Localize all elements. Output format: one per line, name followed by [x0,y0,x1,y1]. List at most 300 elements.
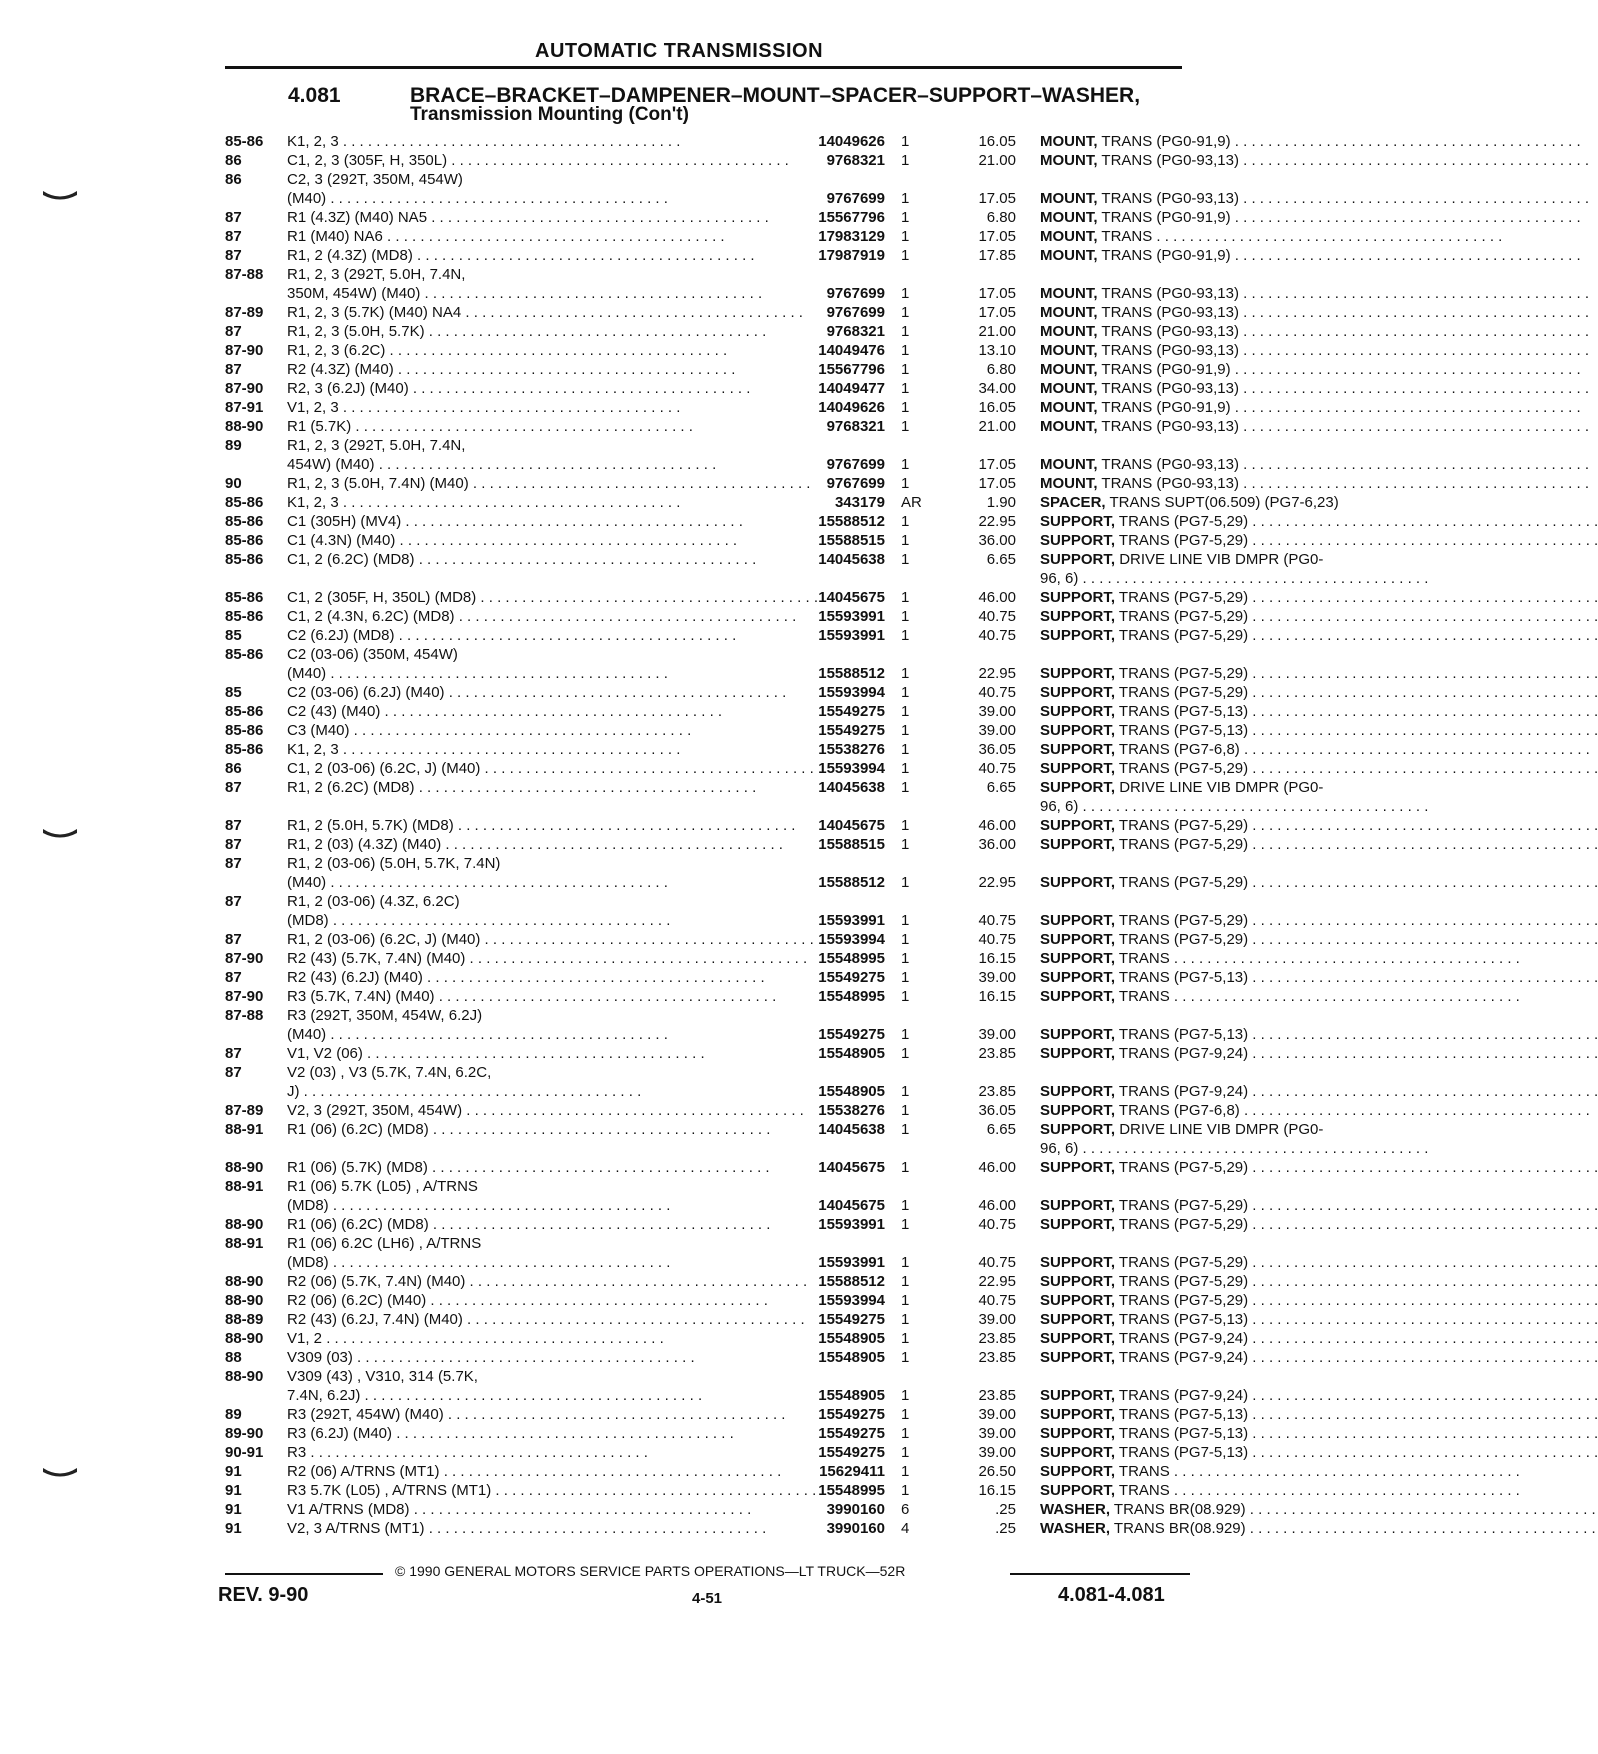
application-desc: C2 (6.2J) (MD8) . . . [287,626,782,645]
price: 46.00 [978,1197,1016,1214]
model-year: 91 [225,1501,242,1518]
quantity: 1 [901,228,910,245]
application-desc: R3 (6.2J) (M40) . . . [287,1424,782,1443]
part-name-detail: TRANS (PG7-5,29) [1118,1254,1249,1271]
table-row [225,132,1231,151]
application-desc: R1 (06) (6.2C) (MD8) . . . [287,1215,782,1234]
model-year: 86 [225,171,242,188]
part-name-keyword: SUPPORT, [1040,532,1116,549]
application-desc: R2 (43) (6.2J) (M40) . . . [287,968,782,987]
quantity: 1 [901,836,910,853]
quantity: 1 [901,285,910,302]
part-name-detail: TRANS (PG7-5,29) [1118,1292,1249,1309]
part-name [1040,797,1402,816]
quantity: 1 [901,1273,910,1290]
part-name [1040,911,1402,930]
application-desc: V2, 3 (292T, 350M, 454W) . . . [287,1101,782,1120]
part-name-detail: TRANS [1118,988,1170,1005]
model-year: 87 [225,361,242,378]
part-name-detail: TRANS (PG0-93,13) [1101,342,1239,359]
part-number: 15548905 [818,1083,885,1100]
part-name-keyword: SUPPORT, [1040,627,1116,644]
part-name [1040,1253,1402,1272]
application-desc: C1, 2 (4.3N, 6.2C) (MD8) . . . [287,607,782,626]
application-desc: R1, 2, 3 (5.0H, 7.4N) (M40) . . . [287,474,782,493]
quantity: 1 [901,684,910,701]
part-name-detail: TRANS (PG7-5,29) [1118,912,1249,929]
part-name-detail: TRANS (PG7-5,29) [1118,627,1249,644]
part-name-detail: TRANS (PG0-93,13) [1101,456,1239,473]
part-name-keyword: MOUNT, [1040,475,1098,492]
table-row [225,1405,1249,1424]
binder-hole-mark [42,188,78,200]
table-row [225,1101,1240,1120]
quantity: 1 [901,608,910,625]
part-name [1040,1519,1402,1538]
quantity: 1 [901,247,910,264]
price: 36.05 [978,741,1016,758]
price: 39.00 [978,1026,1016,1043]
part-name [1040,1044,1402,1063]
part-number: 14045675 [818,817,885,834]
part-number: 9768321 [826,323,885,340]
price: 39.00 [978,1311,1016,1328]
part-name-detail: 96, 6) [1040,570,1079,587]
part-name-keyword: MOUNT, [1040,323,1098,340]
application-desc: R1 (06) 6.2C (LH6) , A/TRNS [287,1235,482,1252]
quantity: 1 [901,627,910,644]
quantity: 1 [901,741,910,758]
table-row [225,265,1190,284]
application-desc: V1, V2 (06) . . . [287,1044,782,1063]
quantity: 1 [901,1159,910,1176]
table-row [225,759,1249,778]
quantity: 1 [901,304,910,321]
application-desc: (MD8) . . . [287,911,782,930]
part-name [1040,1329,1402,1348]
part-name-keyword: SUPPORT, [1040,1045,1116,1062]
part-number: 9767699 [826,475,885,492]
part-name [1040,1405,1402,1424]
quantity: 1 [901,190,910,207]
part-number: 15629411 [819,1463,885,1480]
quantity: 1 [901,589,910,606]
part-name [1040,360,1402,379]
application-desc: C1 (4.3N) (M40) . . . [287,531,782,550]
table-row [225,1120,1324,1139]
part-name-keyword: SPACER, [1040,494,1106,511]
part-number: 15588512 [818,1273,885,1290]
model-year: 88-91 [225,1178,264,1195]
part-number: 14049626 [818,133,885,150]
quantity: 1 [901,969,910,986]
price: 21.00 [978,418,1016,435]
application-desc: R3 (5.7K, 7.4N) (M40) . . . [287,987,782,1006]
part-name-detail: TRANS (PG7-6,8) [1118,741,1240,758]
part-name-detail: TRANS BR(08.929) [1113,1501,1246,1518]
page-number: 4-51 [692,1590,723,1607]
part-number: 15548905 [818,1349,885,1366]
quantity: 1 [901,931,910,948]
section-title: BRACE–BRACKET–DAMPENER–MOUNT–SPACER–SUPPORT–WASHER, [410,84,1141,107]
table-row [225,645,1190,664]
part-name-keyword: WASHER, [1040,1520,1111,1537]
price: 16.05 [978,399,1016,416]
part-name-detail: TRANS BR(08.929) [1113,1520,1246,1537]
quantity: 1 [901,152,910,169]
part-name-detail: TRANS (PG7-5,29) [1118,760,1249,777]
table-row [225,189,1239,208]
price: 46.00 [978,589,1016,606]
model-year: 87 [225,779,242,796]
part-number: 14045675 [818,589,885,606]
part-name [1040,1310,1402,1329]
application-desc: R2 (43) (6.2J, 7.4N) (M40) . . . [287,1310,782,1329]
part-name-detail: TRANS [1118,1482,1170,1499]
part-name-keyword: SUPPORT, [1040,874,1116,891]
quantity: 1 [901,1425,910,1442]
part-name [1040,873,1402,892]
price: 23.85 [978,1330,1016,1347]
part-number: 15549275 [818,1311,885,1328]
part-name [1040,550,1402,569]
part-number: 15593991 [818,608,885,625]
price: 40.75 [978,1292,1016,1309]
part-name-detail: TRANS (PG7-5,13) [1118,1444,1249,1461]
table-row [225,303,1239,322]
table-row [225,1519,1246,1538]
part-name-keyword: SUPPORT, [1040,817,1116,834]
part-number: 15593991 [818,912,885,929]
quantity: 1 [901,475,910,492]
table-row [225,1500,1246,1519]
price: 40.75 [978,627,1016,644]
model-year: 87-90 [225,380,264,397]
table-row [225,683,1249,702]
part-number: 9767699 [826,456,885,473]
part-name-keyword: MOUNT, [1040,152,1098,169]
price: 39.00 [978,703,1016,720]
model-year: 87 [225,228,242,245]
table-row [225,1386,1249,1405]
part-name [1040,208,1402,227]
part-number: 15549275 [818,969,885,986]
application-desc: R2 (06) (5.7K, 7.4N) (M40) . . . [287,1272,782,1291]
model-year: 87-89 [225,1102,264,1119]
table-row [225,740,1240,759]
part-name-keyword: SUPPORT, [1040,1444,1116,1461]
application-desc: C1, 2, 3 (305F, H, 350L) . . . [287,151,782,170]
part-name-detail: TRANS (PG0-93,13) [1101,323,1239,340]
part-name-detail: TRANS [1101,228,1153,245]
model-year: 85-86 [225,551,264,568]
table-row [225,1424,1249,1443]
application-desc: C2 (03-06) (6.2J) (M40) . . . [287,683,782,702]
table-row [225,1291,1249,1310]
part-number: 15593991 [818,1216,885,1233]
model-year: 88-91 [225,1121,264,1138]
quantity: AR [901,494,922,511]
table-row [225,778,1324,797]
quantity: 1 [901,760,910,777]
part-name-keyword: MOUNT, [1040,247,1098,264]
part-name [1040,702,1402,721]
model-year: 89-90 [225,1425,264,1442]
table-row [225,360,1231,379]
part-name-detail: TRANS (PG7-6,8) [1118,1102,1240,1119]
application-desc: (M40) . . . [287,873,782,892]
part-name-detail: TRANS SUPT(06.509) (PG7-6,23) [1109,494,1339,511]
part-name [1040,1500,1402,1519]
table-row [225,170,1190,189]
quantity: 1 [901,1482,910,1499]
application-desc: C2, 3 (292T, 350M, 454W) [287,171,463,188]
part-name-keyword: SUPPORT, [1040,1254,1116,1271]
price: 22.95 [978,1273,1016,1290]
part-name [1040,835,1402,854]
application-desc: C1, 2 (305F, H, 350L) (MD8) . . . [287,588,782,607]
model-year: 87 [225,855,242,872]
table-row [225,1329,1249,1348]
table-row [225,455,1239,474]
binder-hole-mark [42,826,78,838]
application-desc: (MD8) . . . [287,1253,782,1272]
table-row [225,227,1190,246]
part-name [1040,1215,1402,1234]
application-desc: R1 (5.7K) . . . [287,417,782,436]
application-desc: K1, 2, 3 . . . [287,493,782,512]
part-name-detail: TRANS (PG7-5,13) [1118,1311,1249,1328]
part-number: 14049626 [818,399,885,416]
price: 22.95 [978,665,1016,682]
quantity: 1 [901,342,910,359]
part-name [1040,1272,1402,1291]
part-name [1040,1120,1402,1139]
model-year: 89 [225,1406,242,1423]
model-year: 90-91 [225,1444,264,1461]
part-number: 14049477 [818,380,885,397]
part-number: 15593991 [818,1254,885,1271]
price: 16.15 [978,1482,1016,1499]
part-name-keyword: SUPPORT, [1040,779,1116,796]
part-name [1040,512,1402,531]
quantity: 1 [901,323,910,340]
quantity: 1 [901,779,910,796]
price: 21.00 [978,152,1016,169]
part-name [1040,930,1402,949]
application-desc: R2 (06) (6.2C) (M40) . . . [287,1291,782,1310]
table-row [225,892,1190,911]
quantity: 1 [901,1292,910,1309]
part-name-detail: TRANS (PG7-5,29) [1118,684,1249,701]
page-header: AUTOMATIC TRANSMISSION [535,40,824,62]
part-name [1040,1291,1402,1310]
price: 40.75 [978,1216,1016,1233]
price: 17.05 [978,456,1016,473]
table-row [225,664,1249,683]
quantity: 1 [901,456,910,473]
part-number: 9768321 [826,152,885,169]
part-name-detail: TRANS (PG0-91,9) [1101,133,1231,150]
model-year: 87-88 [225,266,264,283]
part-name [1040,132,1402,151]
model-year: 87-91 [225,399,264,416]
part-name [1040,189,1402,208]
price: 34.00 [978,380,1016,397]
application-desc: R1, 2 (4.3Z) (MD8) . . . [287,246,782,265]
quantity: 1 [901,361,910,378]
application-desc: V309 (43) , V310, 314 (5.7K, [287,1368,478,1385]
part-name [1040,626,1402,645]
table-row [225,1481,1190,1500]
model-year: 88-90 [225,1159,264,1176]
table-row [225,1348,1249,1367]
model-year: 85-86 [225,703,264,720]
application-desc: R1, 2, 3 (6.2C) . . . [287,341,782,360]
part-name [1040,987,1402,1006]
application-desc: R1 (06) (6.2C) (MD8) . . . [287,1120,782,1139]
price: 23.85 [978,1387,1016,1404]
section-reference: 4.081-4.081 [1058,1584,1165,1606]
part-number: 15548905 [818,1330,885,1347]
part-number: 14045675 [818,1159,885,1176]
table-row [225,1443,1249,1462]
part-name-detail: 96, 6) [1040,1140,1079,1157]
part-name [1040,759,1402,778]
part-name-keyword: SUPPORT, [1040,1330,1116,1347]
quantity: 1 [901,1026,910,1043]
price: 17.05 [978,228,1016,245]
quantity: 1 [901,133,910,150]
part-number: 15549275 [818,1425,885,1442]
price: 36.00 [978,836,1016,853]
part-name-keyword: MOUNT, [1040,133,1098,150]
price: 23.85 [978,1045,1016,1062]
part-name-detail: TRANS (PG7-5,29) [1118,1273,1249,1290]
part-name-keyword: SUPPORT, [1040,741,1116,758]
table-row [225,873,1249,892]
part-number: 15549275 [818,703,885,720]
part-number: 17983129 [818,228,885,245]
part-name-keyword: SUPPORT, [1040,836,1116,853]
part-name-keyword: SUPPORT, [1040,1083,1116,1100]
part-number: 15567796 [818,209,885,226]
part-name-keyword: SUPPORT, [1040,969,1116,986]
part-name [1040,816,1402,835]
part-name-keyword: SUPPORT, [1040,1387,1116,1404]
application-desc: R1 (06) 5.7K (L05) , A/TRNS [287,1178,478,1195]
part-number: 14049476 [818,342,885,359]
quantity: 1 [901,665,910,682]
quantity: 1 [901,1102,910,1119]
part-name [1040,455,1402,474]
quantity: 1 [901,950,910,967]
table-row [225,151,1239,170]
model-year: 87-88 [225,1007,264,1024]
part-name [1040,683,1402,702]
table-row [225,1234,1190,1253]
table-row [225,1158,1249,1177]
part-name [1040,1158,1402,1177]
price: 40.75 [978,931,1016,948]
part-name [1040,246,1402,265]
application-desc: R3 (292T, 454W) (M40) . . . [287,1405,782,1424]
application-desc: R3 5.7K (L05) , A/TRNS (MT1) . . . [287,1481,782,1500]
application-desc: R2 (4.3Z) (M40) . . . [287,360,782,379]
part-name-detail: TRANS (PG0-93,13) [1101,380,1239,397]
part-name [1040,531,1402,550]
model-year: 88-89 [225,1311,264,1328]
quantity: 1 [901,209,910,226]
part-name-keyword: SUPPORT, [1040,1121,1116,1138]
part-name-detail: TRANS (PG0-93,13) [1101,475,1239,492]
table-row [225,968,1249,987]
part-name-keyword: MOUNT, [1040,228,1098,245]
table-row [225,512,1249,531]
model-year: 85 [225,684,242,701]
quantity: 1 [901,874,910,891]
application-desc: R1 (06) (5.7K) (MD8) . . . [287,1158,782,1177]
model-year: 88-90 [225,1292,264,1309]
part-name-detail: TRANS (PG7-9,24) [1118,1349,1249,1366]
price: 40.75 [978,1254,1016,1271]
part-name [1040,303,1402,322]
part-name-detail: DRIVE LINE VIB DMPR (PG0- [1119,551,1324,568]
model-year: 85 [225,627,242,644]
table-row [225,607,1249,626]
part-number: 14045638 [818,551,885,568]
quantity: 1 [901,817,910,834]
table-row [225,1139,1190,1158]
application-desc: V2 (03) , V3 (5.7K, 7.4N, 6.2C, [287,1064,492,1081]
part-name-keyword: SUPPORT, [1040,513,1116,530]
price: 39.00 [978,1406,1016,1423]
part-name [1040,949,1402,968]
part-number: 15549275 [818,722,885,739]
part-name [1040,1196,1402,1215]
model-year: 87 [225,247,242,264]
footer-copyright: © 1990 GENERAL MOTORS SERVICE PARTS OPERATIONS—LT TRUCK—52R [395,1563,906,1579]
application-desc: C1 (305H) (MV4) . . . [287,512,782,531]
part-name-detail: TRANS [1118,950,1170,967]
application-desc: V309 (03) . . . [287,1348,782,1367]
part-name-keyword: SUPPORT, [1040,722,1116,739]
price: 16.05 [978,133,1016,150]
model-year: 85-86 [225,513,264,530]
table-row [225,550,1324,569]
part-name [1040,474,1402,493]
part-number: 15588515 [818,532,885,549]
part-number: 15549275 [818,1444,885,1461]
part-name-keyword: SUPPORT, [1040,684,1116,701]
part-name-keyword: MOUNT, [1040,285,1098,302]
quantity: 1 [901,399,910,416]
table-row [225,1310,1249,1329]
application-desc: R1, 2, 3 (292T, 5.0H, 7.4N, [287,266,466,283]
quantity: 1 [901,703,910,720]
part-name-keyword: MOUNT, [1040,399,1098,416]
application-desc: 7.4N, 6.2J) . . . [287,1386,782,1405]
price: 16.15 [978,950,1016,967]
quantity: 6 [901,1501,910,1518]
model-year: 87-89 [225,304,264,321]
table-row [225,398,1231,417]
part-name [1040,1386,1402,1405]
part-name-detail: TRANS (PG0-91,9) [1101,399,1231,416]
model-year: 88-90 [225,1368,264,1385]
model-year: 87 [225,893,242,910]
part-number: 15548905 [818,1387,885,1404]
